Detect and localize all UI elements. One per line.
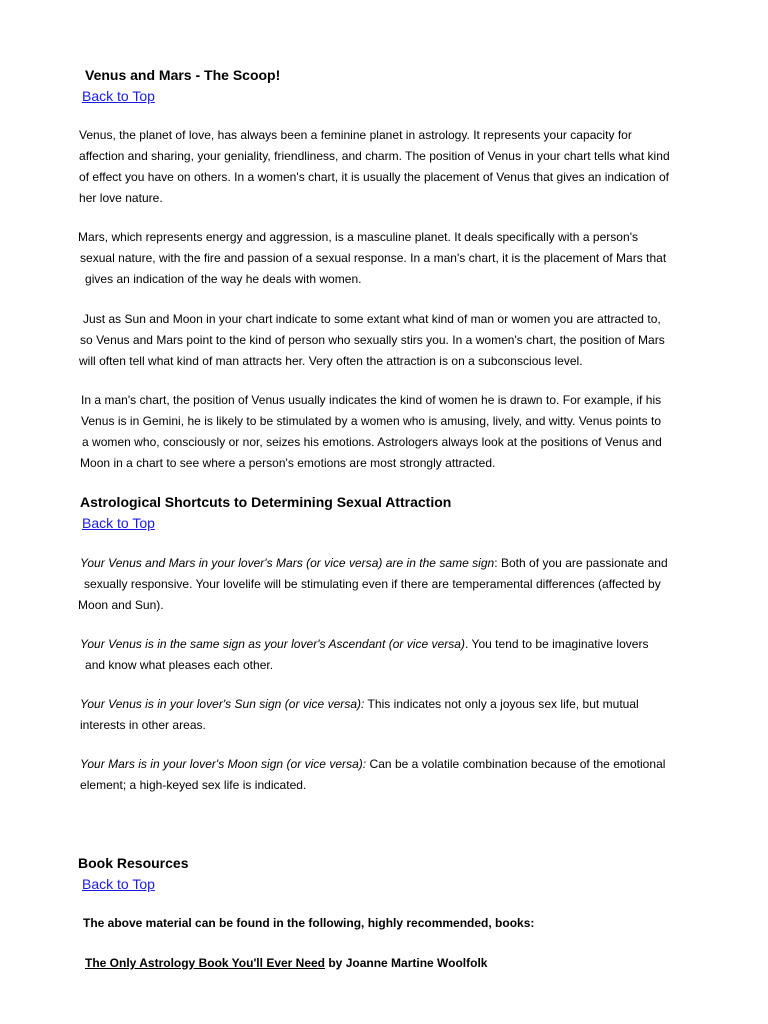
section-title-venus-mars: Venus and Mars - The Scoop! — [85, 67, 281, 83]
book-author: by Joanne Martine Woolfolk — [325, 956, 488, 970]
text-line: affection and sharing, your geniality, friendliness, and charm. The position of Venus in your chart tells what kind — [79, 149, 670, 163]
shortcut-condition: Your Venus and Mars in your lover's Mars (or vice versa) are in the same sign — [80, 556, 495, 570]
text-line: a women who, consciously or nor, seizes his emotions. Astrologers always look at the positions of Venus and — [82, 435, 662, 449]
text-line — [80, 555, 668, 571]
book-entry — [85, 955, 487, 971]
back-to-top-link[interactable]: Back to Top — [82, 88, 155, 104]
text-line: gives an indication of the way he deals with women. — [85, 272, 362, 286]
text-line — [80, 756, 665, 772]
text-line: Venus, the planet of love, has always been a feminine planet in astrology. It represents your capacity for — [79, 128, 632, 142]
text-line: Mars, which represents energy and aggression, is a masculine planet. It deals specifically with a person's — [78, 230, 639, 244]
text-line: her love nature. — [79, 191, 163, 205]
shortcut-description: . You tend to be imaginative lovers — [465, 637, 649, 651]
text-line: Moon and Sun). — [78, 598, 164, 612]
text-line: will often tell what kind of man attracts her. Very often the attraction is on a subconscious level. — [79, 354, 583, 368]
text-line: and know what pleases each other. — [85, 658, 274, 672]
book-title-link[interactable]: The Only Astrology Book You'll Ever Need — [85, 956, 326, 970]
books-intro: The above material can be found in the following, highly recommended, books: — [83, 916, 535, 930]
section-title-shortcuts: Astrological Shortcuts to Determining Sexual Attraction — [80, 494, 452, 510]
text-line: so Venus and Mars point to the kind of person who sexually stirs you. In a women's chart, the position of Mars — [80, 333, 665, 347]
shortcut-condition: Your Venus is in your lover's Sun sign (or vice versa): — [80, 697, 365, 711]
text-line: In a man's chart, the position of Venus usually indicates the kind of women he is drawn to. For example, if his — [81, 393, 662, 407]
text-line: sexual nature, with the fire and passion of a sexual response. In a man's chart, it is the placement of Mars that — [80, 251, 667, 265]
text-line: of effect you have on others. In a women's chart, it is usually the placement of Venus that gives an indication of — [79, 170, 670, 184]
shortcut-description: : Both of you are passionate and — [494, 556, 668, 570]
text-line — [80, 696, 639, 712]
shortcut-condition: Your Venus is in the same sign as your lover's Ascendant (or vice versa) — [80, 637, 466, 651]
shortcut-description: This indicates not only a joyous sex life, but mutual — [364, 697, 639, 711]
back-to-top-link[interactable]: Back to Top — [82, 515, 155, 531]
shortcut-condition: Your Mars is in your lover's Moon sign (or vice versa): — [80, 757, 367, 771]
back-to-top-link[interactable]: Back to Top — [82, 876, 155, 892]
text-line: Just as Sun and Moon in your chart indicate to some extant what kind of man or women you are attracted to, — [83, 312, 661, 326]
text-line — [80, 636, 649, 652]
section-title-book-resources: Book Resources — [78, 855, 189, 871]
text-line: Moon in a chart to see where a person's emotions are most strongly attracted. — [80, 456, 496, 470]
shortcut-description: Can be a volatile combination because of the emotional — [366, 757, 666, 771]
text-line: interests in other areas. — [80, 718, 206, 732]
text-line: sexually responsive. Your lovelife will be stimulating even if there are temperamental differences (affected by — [84, 577, 661, 591]
text-line: Venus is in Gemini, he is likely to be stimulated by a women who is amusing, lively, and witty. Venus points to — [81, 414, 662, 428]
text-line: element; a high-keyed sex life is indicated. — [80, 778, 307, 792]
